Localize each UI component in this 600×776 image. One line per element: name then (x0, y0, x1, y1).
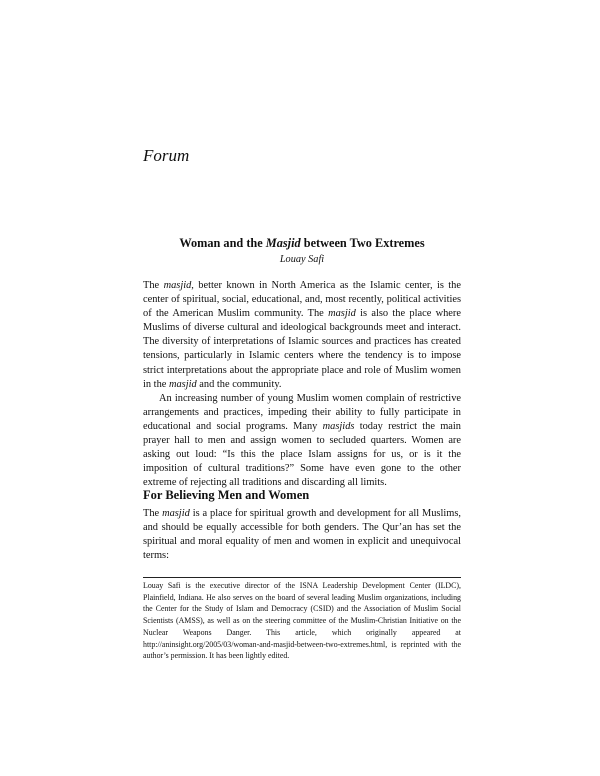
p3-text-a: The (143, 508, 163, 519)
p1-text-e: is also the place where Muslims of diverse cultural and ideological backgrounds meet and interact. The diversity of interpretations of Islamic sources and practices has created tensions, particularly in Islamic centers where the tendency is to impose strict interpretations about the appropriate place and role of Muslim women in the (143, 308, 461, 390)
p2-italic-b: masjids (322, 420, 355, 432)
p2-text-c: today restrict the main prayer hall to men and assign women to secluded quarters. Women are asking out loud: “Is this the place Islam assigns for us, or is it the imposition of cultural traditions?” Some have even gone to the other extreme of rejecting all traditions and discarding all limits. (143, 420, 462, 489)
footnote-divider (143, 577, 461, 578)
author-byline: Louay Safi (279, 254, 325, 265)
p1-text-c: , better known in North America as the Islamic center, is the center of spiritual, social, educational, and, most recently, political activities of the American Muslim community. The (143, 280, 461, 320)
p1-italic-d: masjid (328, 308, 356, 320)
title-prefix: Woman and the (179, 236, 266, 250)
p2-text-a: An increasing number of young Muslim women complain of restrictive arrangements and practices, impeding their ability to fully participate in educational and social programs. Many (143, 392, 461, 432)
article-title (143, 236, 461, 251)
p1-text-g: and the community. (196, 378, 282, 390)
paragraph-2 (143, 392, 461, 491)
title-italic: Masjid (265, 236, 301, 250)
paragraph-3 (143, 507, 461, 563)
section-heading: For Believing Men and Women (143, 488, 310, 502)
p1-italic-f: masjid (168, 378, 197, 390)
p3-italic-b: masjid (162, 508, 190, 519)
p1-text-a: The (143, 280, 164, 291)
footnote: Louay Safi is the executive director of the ISNA Leadership Development Center (ILDC), Plainfield, Indiana. He also serves on the board of several leading Muslim organizations, including the Center for the Study of Islam and Democracy (CSID) and the Association of Muslim Social Scientists (AMSS), as well as on the steering committee of the Muslim-Christian Initiative on the Nuclear Weapons Danger. This article, which originally appeared at http://aninsight.org/2005/03/woman-and-masjid-between-two-extremes.html, is reprinted with the author’s permission. It has been lightly edited. (143, 581, 461, 661)
article-body (143, 279, 461, 490)
title-suffix: between Two Extremes (300, 236, 425, 250)
section-label: Forum (143, 146, 190, 165)
paragraph-1 (143, 279, 461, 392)
p1-italic-b: masjid (163, 280, 192, 291)
p3-text-c: is a place for spiritual growth and development for all Muslims, and should be equally accessible for both genders. The Qur’an has set the spiritual and moral equality of men and women in explicit and unequivocal terms: (143, 508, 461, 562)
